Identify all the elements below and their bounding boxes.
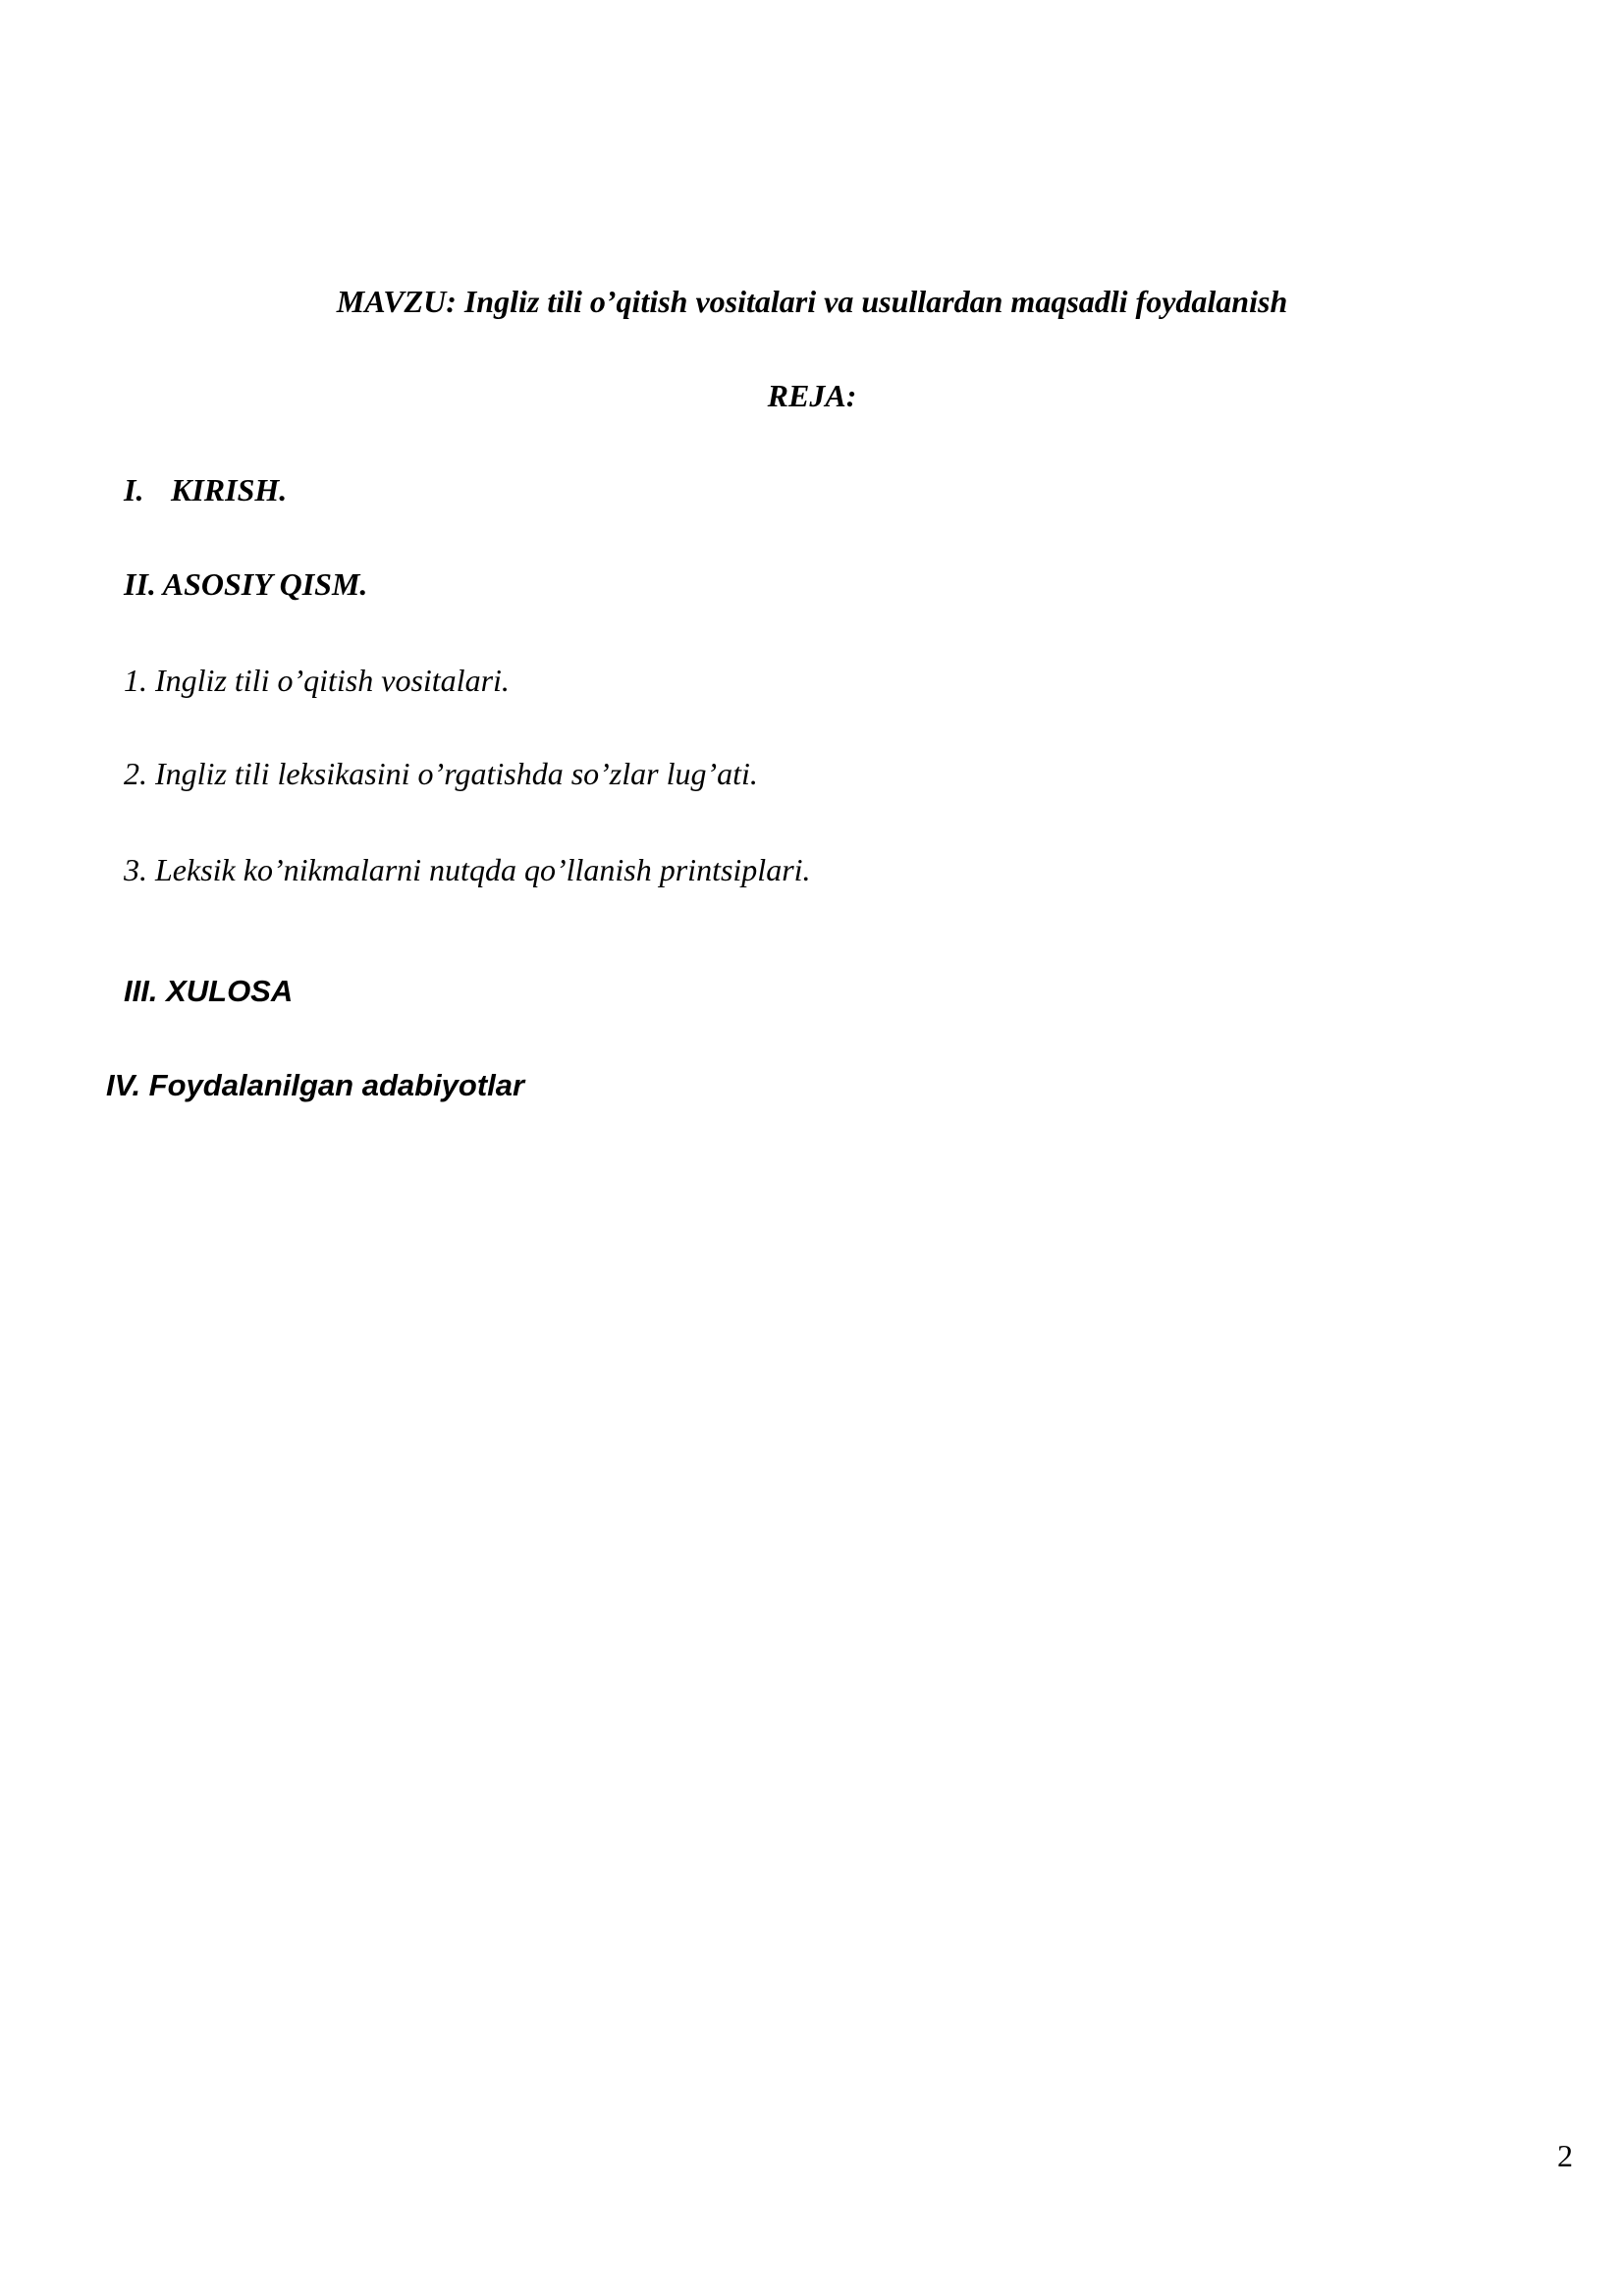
section-references: IV. Foydalanilgan adabiyotlar: [106, 1068, 525, 1102]
subsection-teaching-tools: 1. Ingliz tili o’qitish vositalari.: [124, 663, 510, 698]
document-title: MAVZU: Ingliz tili o’qitish vositalari va usullardan maqsadli foydalanish: [336, 284, 1288, 319]
section-conclusion: III. XULOSA: [124, 974, 294, 1008]
subsection-lexical-skills: 3. Leksik ko’nikmalarni nutqda qo’llanish printsiplari.: [124, 852, 811, 887]
section-number: I.: [124, 472, 144, 507]
section-label: KIRISH.: [171, 472, 288, 507]
plan-heading: REJA:: [767, 378, 857, 413]
section-introduction: [124, 470, 287, 509]
section-main-part: II. ASOSIY QISM.: [124, 566, 368, 602]
subsection-vocabulary-dictionary: 2. Ingliz tili leksikasini o’rgatishda so’zlar lug’ati.: [124, 756, 758, 791]
page-number: 2: [1557, 2138, 1573, 2173]
